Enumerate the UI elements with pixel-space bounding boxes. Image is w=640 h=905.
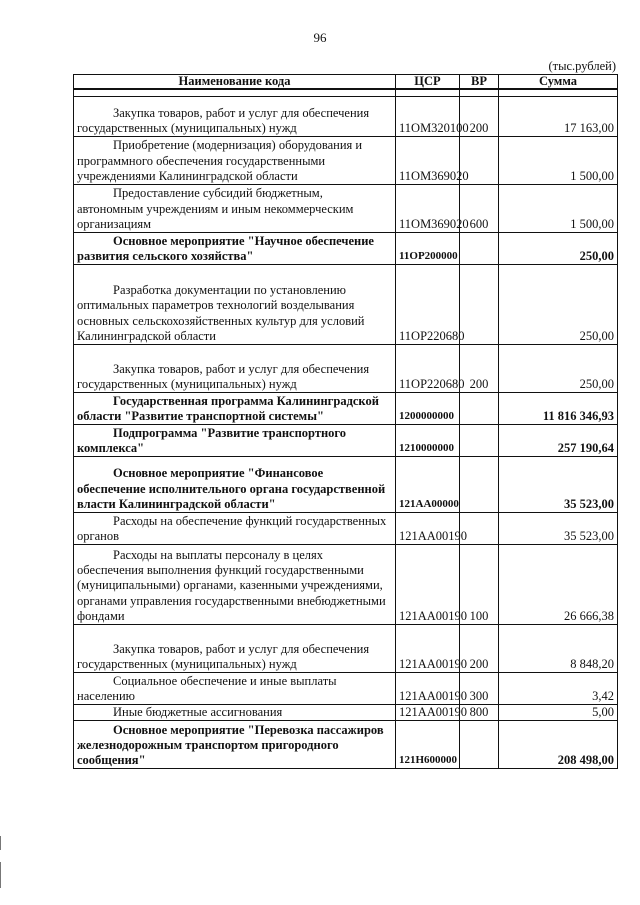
row-name-text: Расходы на выплаты персоналу в целях обеспечения выполнения функций государственными (муниципальными) органами, казенными учреждениями, органами управления государственными внебюджетными фондами bbox=[77, 547, 386, 623]
row-vr-code: 200 bbox=[460, 97, 499, 137]
units-label: (тыс.рублей) bbox=[548, 59, 616, 73]
row-sum: 17 163,00 bbox=[499, 97, 618, 137]
row-name-text: Социальное обеспечение и иные выплаты населению bbox=[77, 673, 337, 703]
row-sum: 250,00 bbox=[499, 345, 618, 393]
scan-margin-mark bbox=[0, 836, 1, 850]
row-vr-code: 200 bbox=[460, 345, 499, 393]
row-name bbox=[74, 513, 396, 545]
table-row bbox=[74, 457, 618, 513]
row-name bbox=[74, 545, 396, 625]
row-vr-code bbox=[460, 425, 499, 457]
row-name bbox=[74, 137, 396, 185]
row-csr-code: 11ОМ369020 bbox=[396, 185, 460, 233]
row-name-text: Иные бюджетные ассигнования bbox=[113, 705, 283, 719]
header-name: Наименование кода bbox=[74, 75, 396, 90]
row-sum: 11 816 346,93 bbox=[499, 393, 618, 425]
row-csr-code: 11ОР220680 bbox=[396, 345, 460, 393]
budget-table bbox=[73, 74, 618, 769]
row-sum: 250,00 bbox=[499, 265, 618, 345]
table-row bbox=[74, 265, 618, 345]
row-csr-code: 121АА00190 bbox=[396, 625, 460, 673]
row-csr-code: 121АА00190 bbox=[396, 513, 460, 545]
row-sum: 1 500,00 bbox=[499, 185, 618, 233]
row-name-text: Предоставление субсидий бюджетным, автономным учреждениям и иным некоммерческим организациям bbox=[77, 186, 354, 231]
row-csr-code: 11ОР200000 bbox=[396, 233, 460, 265]
row-csr-code: 121Н600000 bbox=[396, 721, 460, 769]
header-spacer-row bbox=[74, 89, 618, 97]
row-name-text: Основное мероприятие "Научное обеспечение развития сельского хозяйства" bbox=[77, 233, 374, 263]
table-row bbox=[74, 625, 618, 673]
row-name-text: Закупка товаров, работ и услуг для обеспечения государственных (муниципальных) нужд bbox=[77, 641, 370, 671]
row-csr-code: 121АА00190 bbox=[396, 673, 460, 705]
row-csr-code: 11ОМ369020 bbox=[396, 137, 460, 185]
table-row bbox=[74, 673, 618, 705]
row-vr-code: 600 bbox=[460, 185, 499, 233]
row-sum: 8 848,20 bbox=[499, 625, 618, 673]
row-sum: 35 523,00 bbox=[499, 513, 618, 545]
row-vr-code bbox=[460, 393, 499, 425]
row-csr-code: 1200000000 bbox=[396, 393, 460, 425]
row-vr-code bbox=[460, 265, 499, 345]
table-header-row bbox=[74, 75, 618, 90]
row-name bbox=[74, 233, 396, 265]
row-name-text: Расходы на обеспечение функций государственных органов bbox=[77, 513, 387, 543]
row-vr-code bbox=[460, 721, 499, 769]
row-sum: 1 500,00 bbox=[499, 137, 618, 185]
row-name bbox=[74, 265, 396, 345]
table-row bbox=[74, 705, 618, 721]
table-row bbox=[74, 425, 618, 457]
row-name bbox=[74, 457, 396, 513]
row-name-text: Основное мероприятие "Финансовое обеспечение исполнительного органа государственной власти Калининградской области" bbox=[77, 466, 386, 511]
row-csr-code: 121АА00190 bbox=[396, 545, 460, 625]
row-csr-code: 11ОМ320100 bbox=[396, 97, 460, 137]
table-row bbox=[74, 545, 618, 625]
row-name bbox=[74, 345, 396, 393]
row-name bbox=[74, 673, 396, 705]
row-sum: 26 666,38 bbox=[499, 545, 618, 625]
header-sum: Сумма bbox=[499, 75, 618, 90]
row-name bbox=[74, 393, 396, 425]
table-row bbox=[74, 97, 618, 137]
header-vr: ВР bbox=[460, 75, 499, 90]
header-csr: ЦСР bbox=[396, 75, 460, 90]
row-sum: 208 498,00 bbox=[499, 721, 618, 769]
row-sum: 5,00 bbox=[499, 705, 618, 721]
row-name bbox=[74, 185, 396, 233]
table-body bbox=[74, 89, 618, 769]
row-sum: 250,00 bbox=[499, 233, 618, 265]
scan-margin-mark bbox=[0, 862, 1, 888]
row-name-text: Разработка документации по установлению оптимальных параметров технологий возделывания основных сельскохозяйственных культур для условий Калининградской области bbox=[77, 283, 365, 343]
row-name bbox=[74, 97, 396, 137]
row-name bbox=[74, 721, 396, 769]
table-row bbox=[74, 393, 618, 425]
row-csr-code: 1210000000 bbox=[396, 425, 460, 457]
row-name-text: Закупка товаров, работ и услуг для обеспечения государственных (муниципальных) нужд bbox=[77, 105, 370, 135]
row-vr-code: 100 bbox=[460, 545, 499, 625]
row-vr-code: 200 bbox=[460, 625, 499, 673]
table-row bbox=[74, 137, 618, 185]
table-row bbox=[74, 345, 618, 393]
row-name-text: Приобретение (модернизация) оборудования и программного обеспечения государственными учреждениями Калининградской области bbox=[77, 138, 363, 183]
table-row bbox=[74, 513, 618, 545]
row-name bbox=[74, 425, 396, 457]
row-sum: 35 523,00 bbox=[499, 457, 618, 513]
row-vr-code bbox=[460, 457, 499, 513]
row-name bbox=[74, 625, 396, 673]
row-name-text: Закупка товаров, работ и услуг для обеспечения государственных (муниципальных) нужд bbox=[77, 361, 370, 391]
row-name bbox=[74, 705, 396, 721]
row-vr-code bbox=[460, 233, 499, 265]
table-row bbox=[74, 721, 618, 769]
row-sum: 3,42 bbox=[499, 673, 618, 705]
row-vr-code: 800 bbox=[460, 705, 499, 721]
row-csr-code: 121АА00190 bbox=[396, 705, 460, 721]
table-row bbox=[74, 185, 618, 233]
row-name-text: Основное мероприятие "Перевозка пассажиров железнодорожным транспортом пригородного сообщения" bbox=[77, 722, 384, 767]
row-vr-code: 300 bbox=[460, 673, 499, 705]
row-name-text: Государственная программа Калининградской области "Развитие транспортной системы" bbox=[77, 393, 379, 423]
row-csr-code: 121АА00000 bbox=[396, 457, 460, 513]
table-row bbox=[74, 233, 618, 265]
page-number: 96 bbox=[313, 30, 327, 45]
row-name-text: Подпрограмма "Развитие транспортного комплекса" bbox=[77, 425, 347, 455]
row-csr-code: 11ОР220680 bbox=[396, 265, 460, 345]
row-sum: 257 190,64 bbox=[499, 425, 618, 457]
